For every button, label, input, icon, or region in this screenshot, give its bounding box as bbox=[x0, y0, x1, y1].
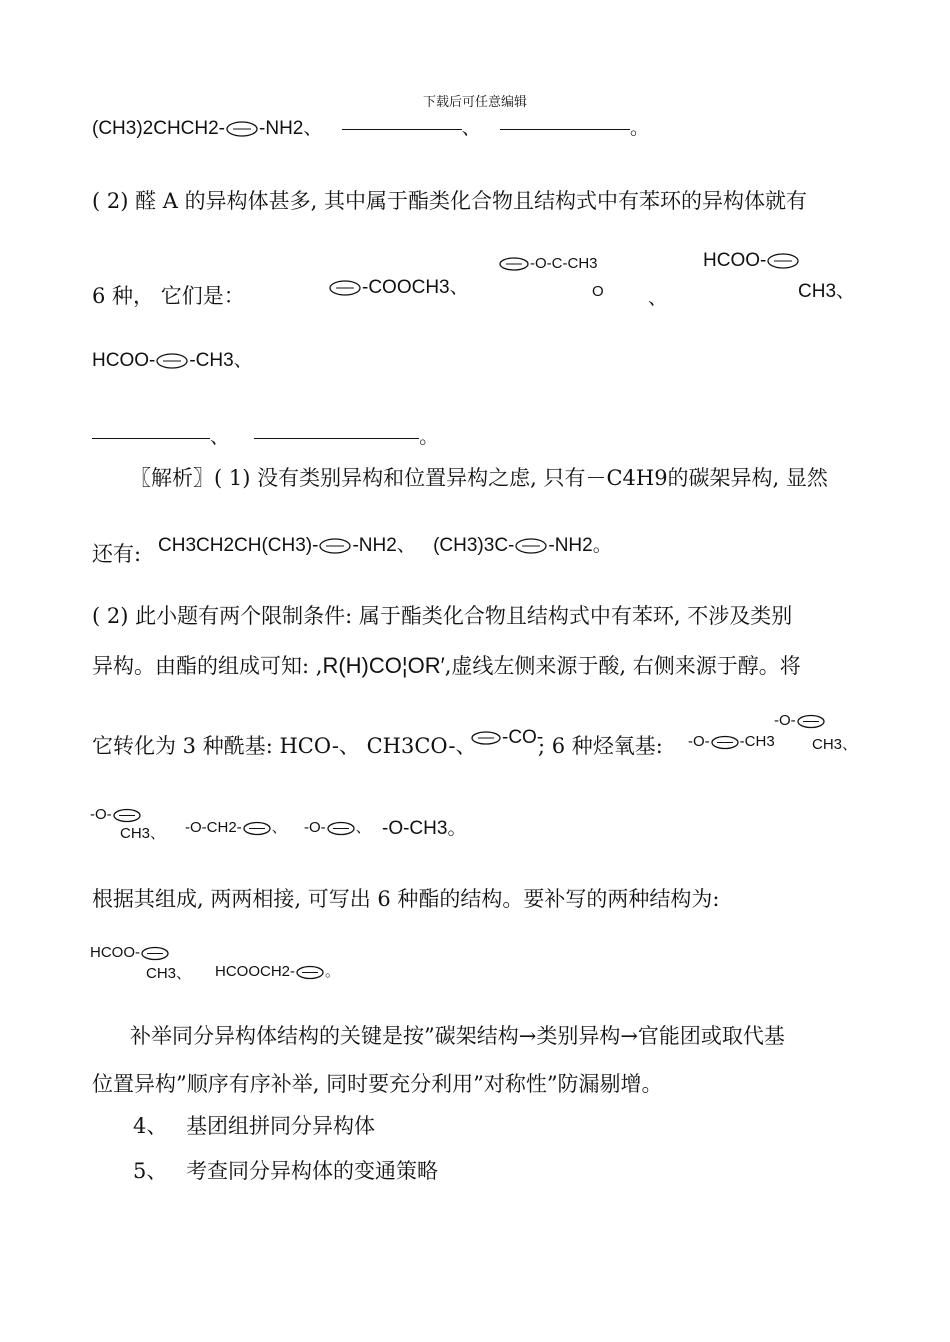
item-text: 基团组拼同分异构体 bbox=[186, 1114, 376, 1138]
methyl-substituent bbox=[120, 822, 165, 843]
amine-group: -NH2 bbox=[352, 535, 397, 556]
period: 。 bbox=[325, 963, 341, 980]
answer-ester-2 bbox=[215, 960, 340, 981]
oxy-label: -O- bbox=[90, 806, 112, 823]
ester-composition-formula: R(H)CO¦OR′ bbox=[322, 653, 445, 678]
formate-group: HCOO- bbox=[703, 250, 767, 271]
text-run: 它转化为 3 种酰基: HCO-、 CH3CO-、 bbox=[92, 734, 477, 758]
methyl-label: -CH3 bbox=[189, 350, 234, 371]
item-number: 4、 bbox=[133, 1114, 168, 1138]
answer-line-1 bbox=[92, 113, 649, 140]
item-text: 考查同分异构体的变通策略 bbox=[186, 1159, 439, 1183]
answer-blank bbox=[500, 128, 630, 130]
benzene-ring-icon bbox=[318, 537, 352, 555]
period: 。 bbox=[629, 118, 649, 139]
formate-group: HCOO- bbox=[92, 350, 156, 371]
period: 。 bbox=[592, 535, 612, 556]
methyl-label: CH3 bbox=[798, 281, 837, 302]
list-item bbox=[133, 1155, 438, 1185]
separator: 、 bbox=[836, 281, 856, 302]
separator: 、 bbox=[396, 535, 416, 556]
separator: 、 bbox=[271, 819, 287, 836]
separator: 、 bbox=[842, 736, 858, 753]
alkoxy-lead: ; 6 种烃氧基: bbox=[538, 734, 663, 758]
oxy-label: -O- bbox=[304, 819, 326, 836]
list-item bbox=[133, 1110, 375, 1140]
methyl-substituent bbox=[798, 276, 855, 303]
benzoyl-group bbox=[470, 727, 543, 749]
benzene-ring-icon bbox=[328, 279, 362, 297]
phenoxy-group bbox=[304, 816, 371, 837]
analysis-line-3: ( 2) 此小题有两个限制条件: 属于酯类化合物且结构式中有苯环, 不涉及类别 bbox=[92, 604, 793, 628]
methyl-substituent bbox=[146, 962, 191, 983]
benzyloxy-label: -O-CH2- bbox=[185, 819, 242, 836]
separator: 、 bbox=[150, 825, 166, 842]
methoxy-group bbox=[382, 813, 466, 840]
period: 。 bbox=[447, 818, 467, 839]
benzene-ring-icon bbox=[140, 946, 170, 961]
oxy-label: -O- bbox=[774, 712, 796, 729]
methyl-substituent bbox=[812, 733, 857, 754]
benzene-ring-icon bbox=[295, 965, 325, 980]
page-header-note: 下载后可任意编辑 bbox=[422, 95, 527, 110]
benzene-ring-icon bbox=[155, 352, 189, 370]
separator: 、 bbox=[648, 288, 668, 309]
analysis-line-2-lead: 还有: bbox=[92, 542, 142, 566]
acetate-group: -O-C-CH3 bbox=[530, 255, 598, 272]
benzene-ring-icon bbox=[112, 808, 142, 823]
sec-butyl-aniline bbox=[158, 530, 612, 557]
benzene-ring-icon bbox=[225, 120, 259, 138]
text-run: ,虚线左侧来源于酸, 右侧来源于醇。将 bbox=[444, 654, 801, 678]
answer-ester-1 bbox=[90, 944, 170, 961]
ester-structure-1 bbox=[328, 272, 469, 299]
question-2-lead: 6 种， 它们是： bbox=[92, 284, 245, 308]
isobutyl-formula: (CH3)2CHCH2- bbox=[92, 118, 226, 139]
ester-structure-4 bbox=[92, 345, 253, 372]
summary-line-1: 补举同分异构体结构的关键是按”碳架结构→类别异构→官能团或取代基 bbox=[130, 1024, 785, 1048]
separator: 、 bbox=[176, 965, 192, 982]
separator: 、 bbox=[449, 277, 469, 298]
analysis-line-4 bbox=[92, 650, 801, 680]
separator: 、 bbox=[233, 350, 253, 371]
methoxy-label: -O-CH3 bbox=[382, 818, 448, 839]
answer-blank bbox=[254, 437, 419, 439]
m-methylphenoxy bbox=[774, 712, 826, 729]
benzene-ring-icon bbox=[766, 252, 800, 270]
question-2-text: ( 2) 醛 A 的异构体甚多, 其中属于酯类化合物且结构式中有苯环的异构体就有 bbox=[92, 189, 807, 213]
methyl-label: CH3 bbox=[146, 965, 177, 982]
sec-butyl-formula: CH3CH2CH(CH3)- bbox=[158, 535, 319, 556]
carbonyl-oxygen: O bbox=[592, 283, 604, 300]
formate-group: HCOO- bbox=[90, 944, 140, 961]
ester-structure-2 bbox=[498, 255, 598, 272]
benzene-ring-icon bbox=[470, 730, 502, 746]
amine-group: -NH2 bbox=[259, 118, 304, 139]
summary-line-2: 位置异构”顺序有序补举, 同时要充分利用”对称性”防漏剔增。 bbox=[92, 1072, 663, 1096]
benzene-ring-icon bbox=[710, 735, 740, 750]
ester-structure-3 bbox=[703, 250, 800, 272]
p-methylphenoxy bbox=[688, 733, 775, 750]
ester-group: -COOCH3 bbox=[362, 277, 450, 298]
methyl-label: -CH3 bbox=[739, 733, 775, 750]
benzene-ring-icon bbox=[326, 821, 356, 836]
methyl-label: CH3 bbox=[812, 736, 843, 753]
answer-blanks-line bbox=[92, 422, 438, 449]
analysis-line-1: 〖解析〗( 1) 没有类别异构和位置异构之虑, 只有－C4H9的碳架异构, 显然 bbox=[130, 466, 828, 490]
analysis-line-5 bbox=[92, 730, 477, 760]
text-run: 异构。由酯的组成可知: , bbox=[92, 654, 323, 678]
tert-butyl-formula: (CH3)3C- bbox=[433, 535, 515, 556]
benzene-ring-icon bbox=[242, 821, 272, 836]
separator: 、 bbox=[461, 118, 481, 139]
benzyloxy-group bbox=[185, 816, 287, 837]
answer-blank bbox=[92, 437, 210, 439]
benzyl-formate-label: HCOOCH2- bbox=[215, 963, 296, 980]
benzene-ring-icon bbox=[796, 714, 826, 729]
benzene-ring-icon bbox=[514, 537, 548, 555]
period: 。 bbox=[419, 427, 439, 448]
amine-group: -NH2 bbox=[548, 535, 593, 556]
separator: 、 bbox=[303, 118, 323, 139]
separator: 、 bbox=[210, 427, 230, 448]
answer-blank bbox=[342, 128, 462, 130]
benzene-ring-icon bbox=[498, 256, 530, 272]
oxy-label: -O- bbox=[688, 733, 710, 750]
o-methylphenoxy bbox=[90, 806, 142, 823]
carbonyl-label: -CO- bbox=[502, 727, 544, 748]
item-number: 5、 bbox=[133, 1159, 168, 1183]
methyl-label: CH3 bbox=[120, 825, 151, 842]
analysis-line-7: 根据其组成, 两两相接, 可写出 6 种酯的结构。要补写的两种结构为: bbox=[92, 887, 720, 911]
separator: 、 bbox=[355, 819, 371, 836]
